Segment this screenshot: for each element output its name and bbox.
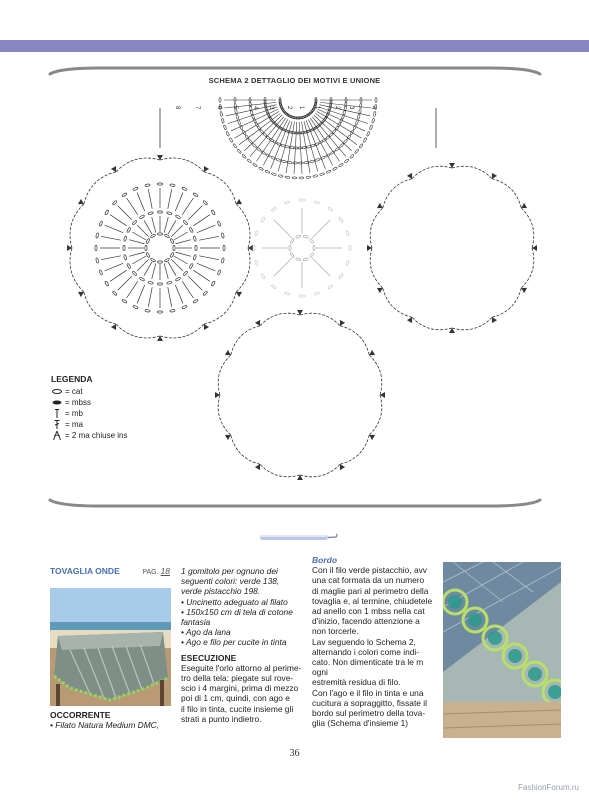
bordo-line-3: tovaglia e, al termine, chiudetele [312,595,433,606]
border-scallop-center [508,649,522,663]
border-scallop-center [448,595,462,609]
esecuzione-line-1: tro della tela: piegate sul rove- [181,673,294,684]
bordo-title: Bordo [312,555,338,565]
chain-icon [51,386,63,397]
bordo-line-5: d'inizio, facendo attenzione a [312,616,420,627]
col2-line-7: • Ago e filo per cucite in tinta [181,637,287,648]
col2-line-2: verde pistacchio 198. [181,586,261,597]
legend-item-ma: = ma [51,419,171,430]
esecuzione-title: ESECUZIONE [181,652,237,663]
bordo-line-0: Con il filo verde pistacchio, avv [312,565,427,576]
col2-line-0: 1 gomitolo per ognuno dei [181,566,278,576]
row-label: 7 [194,106,200,110]
motif-left-spokes-2 [100,188,220,308]
row-label: 1 [298,106,304,110]
article-title: TOVAGLIA ONDE [50,566,120,576]
bordo-line-4: ad anello con 1 mbss nella cat [312,606,425,617]
occorrente-item-1: • Filato Natura Medium DMC, [50,720,160,731]
motif-center-spokes [262,208,342,288]
motif-left-ring-1 [145,233,175,263]
esecuzione-line-3: poi di 1 cm, quindi, con ago e [181,693,290,704]
slip-stitch-icon [51,397,63,408]
watermark: FashionForum.ru [518,783,579,792]
col2-line-5: fantasia [181,617,211,628]
legend-item-mbss: = mbss [51,397,171,408]
crochet-hook-icon [258,532,338,544]
bordo-line-12: cucitura a sopraggitto, fissate il [312,697,427,708]
bordo-line-1: una cat formata da un numero [312,575,425,586]
legend [51,374,171,441]
border-detail-photo [443,562,561,738]
occorrente-block [50,710,175,730]
motif-center-ring [289,235,315,262]
occorrente-title: OCCORRENTE [50,710,111,720]
border-scallop-center [468,613,482,627]
row-label: 8 [174,106,180,110]
bordo-line-2: di maglie pari al perimetro della [312,585,429,596]
row-label: 3 [348,106,354,110]
row-label: 5 [232,106,238,110]
bordo-line-7: Lav seguendo lo Schema 2, [312,636,416,647]
col2-line-6: • Ago da lana [181,627,231,638]
motif-left-spokes-1 [128,216,192,280]
bordo-line-8: alternando i colori come indi- [312,646,420,657]
page-reference: PAG. 18 [142,566,170,576]
row-label: 4 [370,106,376,110]
border-scallop-center [488,631,502,645]
motif-top [219,98,377,179]
bordo-line-11: Con l'ago e il filo in tinta e una [312,687,424,698]
motif-bottom-outline [215,310,385,480]
bordo-line-13: bordo sul perimetro della tova- [312,708,426,719]
border-scallop-center [528,667,542,681]
bordo-line-9: cato. Non dimenticate tra le m ogni [312,657,424,678]
page-number: 36 [289,748,300,759]
top-bracket [50,68,540,74]
article-column-2 [181,566,305,724]
row-label: 3 [268,106,274,110]
schema-title: SCHEMA 2 DETTAGLIO DEI MOTIVI E UNIONE [208,76,381,85]
article-column-3 [312,555,436,728]
row-label: 6 [216,106,222,110]
bottom-bracket [50,500,540,506]
esecuzione-line-4: il filo in tinta, cucite insieme gli [181,703,294,714]
legend-item-cat: = cat [51,386,171,397]
legend-item-cluster: = 2 ma chiuse ins [51,430,171,441]
col2-line-3: • Uncinetto adeguato al filato [181,596,288,607]
col2-line-1: seguenti colori: verde 138, [181,576,280,587]
cluster-icon [51,430,63,441]
tablecloth-photo [50,588,171,706]
bordo-line-14: glia (Schema d'insieme 1) [312,718,409,729]
col2-line-4: • 150x150 cm di tela di cotone [181,606,293,617]
bordo-line-6: non torcerle. [312,626,359,637]
legend-item-mb: = mb [51,408,171,419]
article-column-1 [50,566,170,578]
esecuzione-line-5: strati a punto indietro. [181,713,262,724]
esecuzione-line-2: scio i 4 margini, prima di mezzo [181,683,299,694]
bordo-line-10: estremità residua di filo. [312,677,401,688]
double-crochet-icon [51,419,63,430]
legend-title: LEGENDA [51,374,93,384]
row-label: 1 [314,106,320,110]
motif-right-outline [367,163,537,333]
single-crochet-icon [51,408,63,419]
row-label: 2 [286,106,292,110]
row-label: 4 [252,106,258,110]
row-label: 2 [334,106,340,110]
esecuzione-line-0: Eseguite l'orlo attorno al perime- [181,662,302,673]
